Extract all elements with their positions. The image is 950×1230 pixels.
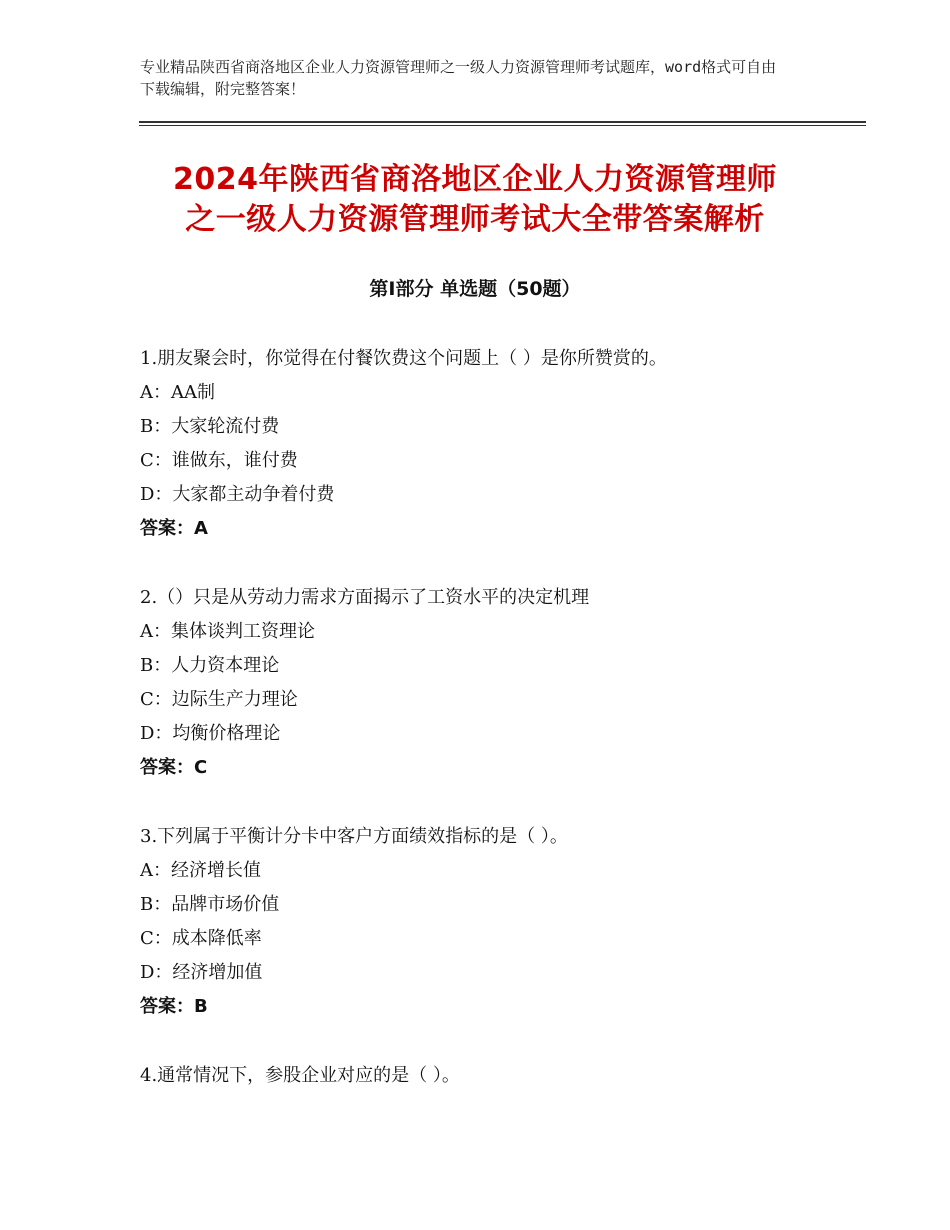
option-c: C：谁做东，谁付费	[140, 450, 298, 471]
question-stem: 3.下列属于平衡计分卡中客户方面绩效指标的是（ ）。	[140, 826, 568, 847]
question-list	[140, 342, 860, 1128]
option-a: A：AA制	[140, 382, 215, 403]
option-d: D：大家都主动争着付费	[140, 484, 335, 505]
option-d: D：经济增加值	[140, 962, 263, 983]
header-divider-thin	[139, 125, 866, 126]
question-stem: 1.朋友聚会时，你觉得在付餐饮费这个问题上（ ）是你所赞赏的。	[140, 348, 667, 369]
option-a: A：经济增长值	[140, 860, 261, 881]
answer: 答案：C	[140, 757, 208, 778]
question-4	[140, 1059, 860, 1093]
option-d: D：均衡价格理论	[140, 723, 281, 744]
question-stem: 4.通常情况下，参股企业对应的是（ ）。	[140, 1065, 460, 1086]
answer: 答案：A	[140, 518, 208, 539]
question-3	[140, 820, 860, 1024]
option-b: B：品牌市场价值	[140, 894, 280, 915]
question-stem: 2.（）只是从劳动力需求方面揭示了工资水平的决定机理	[140, 587, 590, 608]
option-c: C：成本降低率	[140, 928, 262, 949]
option-b: B：大家轮流付费	[140, 416, 280, 437]
question-2	[140, 581, 860, 785]
title-line-1: 2024年陕西省商洛地区企业人力资源管理师	[173, 162, 777, 197]
option-a: A：集体谈判工资理论	[140, 621, 315, 642]
title-line-2: 之一级人力资源管理师考试大全带答案解析	[185, 202, 765, 237]
option-c: C：边际生产力理论	[140, 689, 298, 710]
section-title: 第Ⅰ部分 单选题（50题）	[369, 278, 581, 300]
option-b: B：人力资本理论	[140, 655, 280, 676]
header-note: 专业精品陕西省商洛地区企业人力资源管理师之一级人力资源管理师考试题库，word格式可自由下载编辑，附完整答案！	[140, 58, 777, 98]
question-1	[140, 342, 860, 546]
header-divider-thick	[139, 121, 866, 123]
document-title	[130, 160, 820, 240]
answer: 答案：B	[140, 996, 208, 1017]
